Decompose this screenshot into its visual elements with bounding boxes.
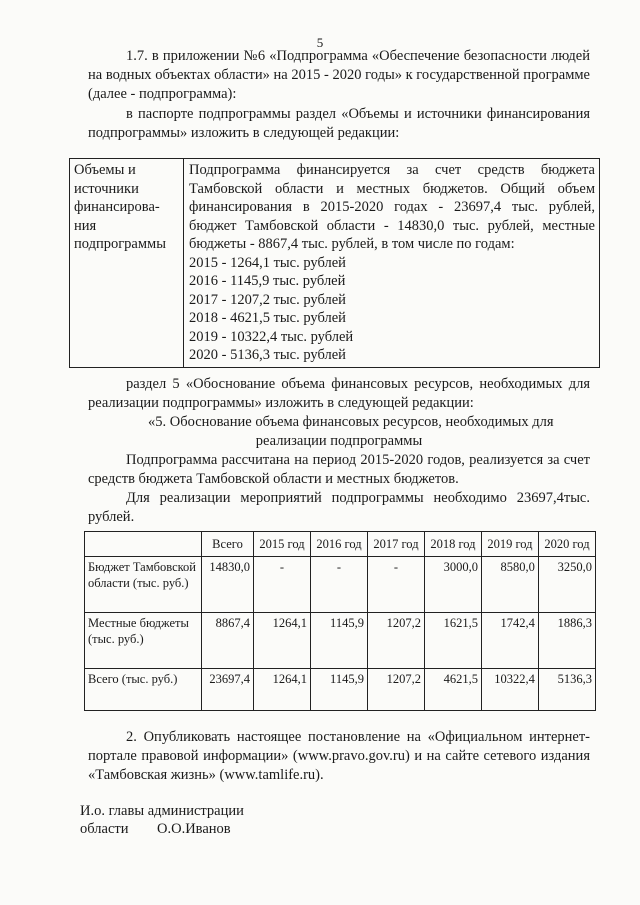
row-label: Местные бюджеты (тыс. руб.) [85,613,202,669]
paragraph-passport-intro: в паспорте подпрограммы раздел «Объемы и источники финансирования подпрограммы» изложить в следующей редакции: [88,106,590,141]
passport-label: Объемы и источники финансирова-ния подпрограммы [70,159,184,368]
cell-2016: - [310,557,367,613]
cell-2017: 1207,2 [367,613,424,669]
cell-2016: 1145,9 [310,613,367,669]
section5-intro: раздел 5 «Обоснование объема финансовых ресурсов, необходимых для реализации подпрограммы» изложить в следующей редакции: [88,376,590,411]
signature-region: области [80,821,129,837]
paragraph-1-7: 1.7. в приложении №6 «Подпрограмма «Обеспечение безопасности людей на водных объектах области» на 2015 - 2020 годы» к государственной программе (далее - подпрограмма): [88,48,590,102]
passport-year-2018: 2018 - 4621,5 тыс. рублей [189,310,346,326]
row-label: Всего (тыс. руб.) [85,669,202,711]
header-total: Всего [202,532,254,557]
header-2018: 2018 год [424,532,481,557]
table-row [85,669,596,711]
cell-2019: 1742,4 [481,613,538,669]
cell-2018: 1621,5 [424,613,481,669]
cell-2019: 8580,0 [481,557,538,613]
header-2019: 2019 год [481,532,538,557]
passport-year-2019: 2019 - 10322,4 тыс. рублей [189,328,354,345]
cell-total: 14830,0 [202,557,254,613]
section5-paragraph-1: Подпрограмма рассчитана на период 2015-2020 годов, реализуется за счет средств бюджета Тамбовской области и местных бюджетов. [88,452,590,487]
table-row [85,557,596,613]
header-2017: 2017 год [367,532,424,557]
section5-heading-line2: реализации подпрограммы [255,433,423,449]
section5-heading-line1: «5. Обоснование объема финансовых ресурсов, необходимых для [148,414,554,430]
row-label: Бюджет Тамбовской области (тыс. руб.) [85,557,202,613]
passport-content [184,159,600,368]
table-row [70,159,600,368]
cell-2019: 10322,4 [481,669,538,711]
header-2015: 2015 год [254,532,311,557]
cell-2015: - [254,557,311,613]
cell-2020: 1886,3 [538,613,595,669]
passport-text: Подпрограмма финансируется за счет средств бюджета Тамбовской области и местных бюджетов. Общий объем финансирования в 2015-2020 годах - 23697,4 тыс. рублей, бюджет Тамбовской области - 14830,0 тыс. рублей, местные бюджеты - 8867,4 тыс. рублей, в том числе по годам: [189,162,595,252]
header-2020: 2020 год [538,532,595,557]
cell-2017: - [367,557,424,613]
cell-total: 8867,4 [202,613,254,669]
cell-2015: 1264,1 [254,669,311,711]
cell-2016: 1145,9 [310,669,367,711]
header-2016: 2016 год [310,532,367,557]
page-number: 5 [316,35,324,50]
cell-total: 23697,4 [202,669,254,711]
cell-2020: 3250,0 [538,557,595,613]
cell-2018: 3000,0 [424,557,481,613]
cell-2018: 4621,5 [424,669,481,711]
passport-year-2015: 2015 - 1264,1 тыс. рублей [189,254,346,271]
header-empty [85,532,202,557]
section5-paragraph-2: Для реализации мероприятий подпрограммы необходимо 23697,4тыс. рублей. [88,490,590,525]
passport-year-2016: 2016 - 1145,9 тыс. рублей [189,273,346,289]
finance-table [84,531,596,711]
cell-2017: 1207,2 [367,669,424,711]
passport-year-2017: 2017 - 1207,2 тыс. рублей [189,291,346,308]
cell-2020: 5136,3 [538,669,595,711]
signature-title: И.о. главы администрации [80,803,244,819]
passport-table [69,158,600,368]
table-header-row [85,532,596,557]
signature-name: О.О.Иванов [157,821,231,837]
item-2-publish: 2. Опубликовать настоящее постановление на «Официальном интернет-портале правовой информации» (www.pravo.gov.ru) и на сайте сетевого издания «Тамбовская жизнь» (www.tamlife.ru). [88,729,590,783]
cell-2015: 1264,1 [254,613,311,669]
table-row [85,613,596,669]
passport-year-2020: 2020 - 5136,3 тыс. рублей [189,347,346,363]
